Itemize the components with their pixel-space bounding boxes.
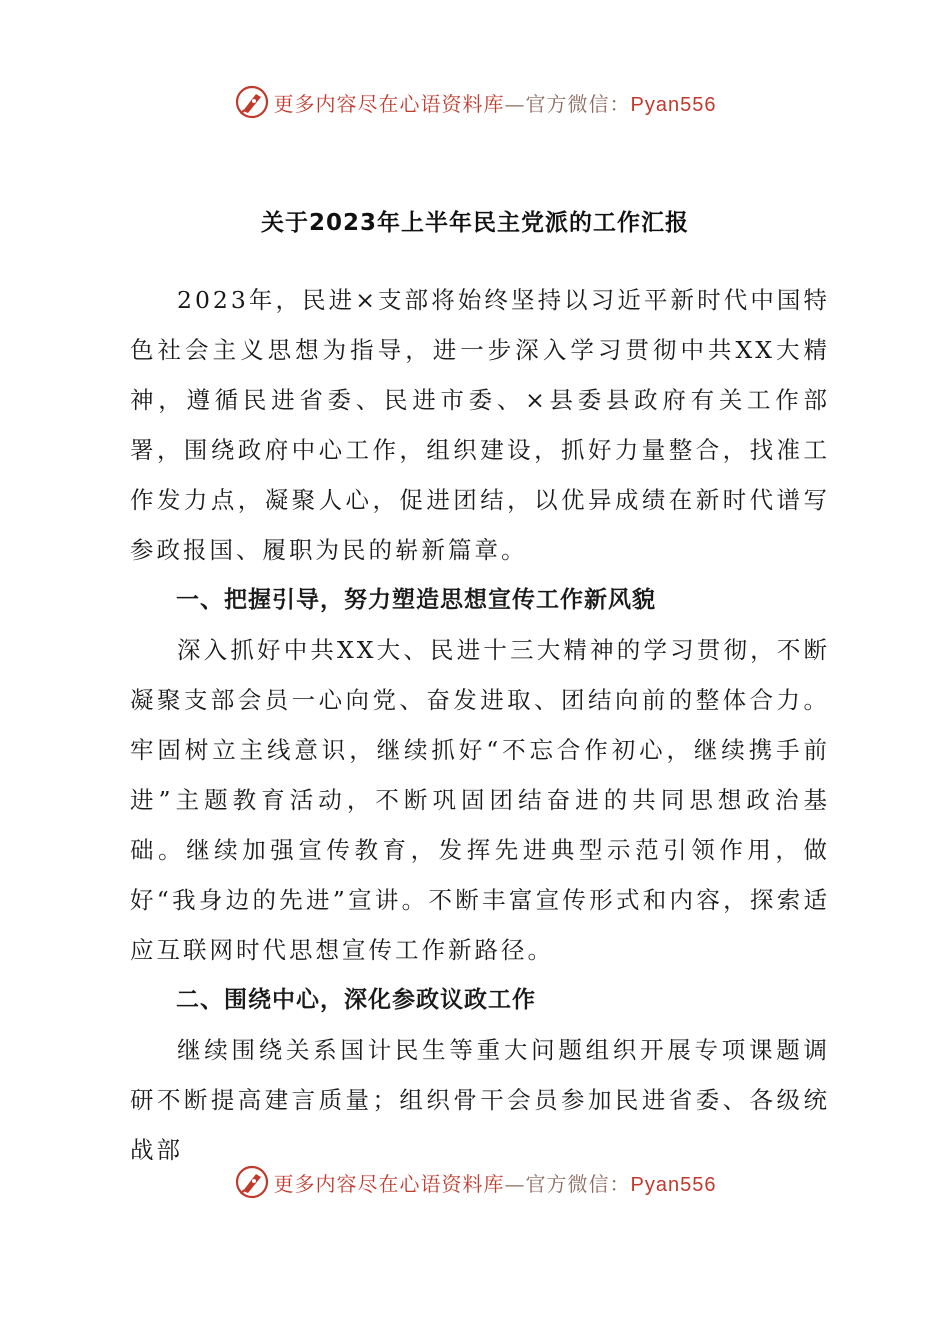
- watermark-text: [274, 88, 717, 117]
- section1-paragraph: 深入抓好中共XX大、民进十三大精神的学习贯彻，不断凝聚支部会员一心向党、奋发进取、团结向前的整体合力。牢固树立主线意识，继续抓好“不忘合作初心，继续携手前进”主题教育活动，不断巩固团结奋进的共同思想政治基础。继续加强宣传教育，发挥先进典型示范引领作用，做好“我身边的先进”宣讲。不断丰富宣传形式和内容，探索适应互联网时代思想宣传工作新路径。: [130, 636, 830, 964]
- section1-heading: 一、把握引导，努力塑造思想宣传工作新风貌: [176, 587, 656, 613]
- fountain-pen-logo-icon: [234, 1164, 270, 1200]
- fountain-pen-logo-icon: [234, 84, 270, 120]
- document-title: 关于2023年上半年民主党派的工作汇报: [260, 210, 689, 236]
- section2-paragraph: 继续围绕关系国计民生等重大问题组织开展专项课题调研不断提高建言质量；组织骨干会员参加民进省委、各级统战部: [130, 1036, 830, 1164]
- intro-paragraph: 2023年，民进×支部将始终坚持以习近平新时代中国特色社会主义思想为指导，进一步深入学习贯彻中共XX大精神，遵循民进省委、民进市委、×县委县政府有关工作部署，围绕政府中心工作，组织建设，抓好力量整合，找准工作发力点，凝聚人心，促进团结，以优异成绩在新时代谱写参政报国、履职为民的崭新篇章。: [130, 286, 830, 564]
- watermark-part2: —官方微信：: [504, 1171, 631, 1196]
- watermark-part2: —官方微信：: [504, 91, 631, 116]
- watermark-part1: 更多内容尽在心语资料库: [273, 1171, 505, 1196]
- watermark-banner-bottom: [0, 1162, 950, 1202]
- watermark-part3: Pyan556: [630, 1173, 717, 1196]
- section2-heading: 二、围绕中心，深化参政议政工作: [176, 987, 536, 1013]
- watermark-part3: Pyan556: [630, 93, 717, 116]
- watermark-part1: 更多内容尽在心语资料库: [273, 91, 505, 116]
- watermark-text: [274, 1168, 717, 1197]
- watermark-banner-top: [0, 82, 950, 122]
- document-body: [130, 275, 830, 1175]
